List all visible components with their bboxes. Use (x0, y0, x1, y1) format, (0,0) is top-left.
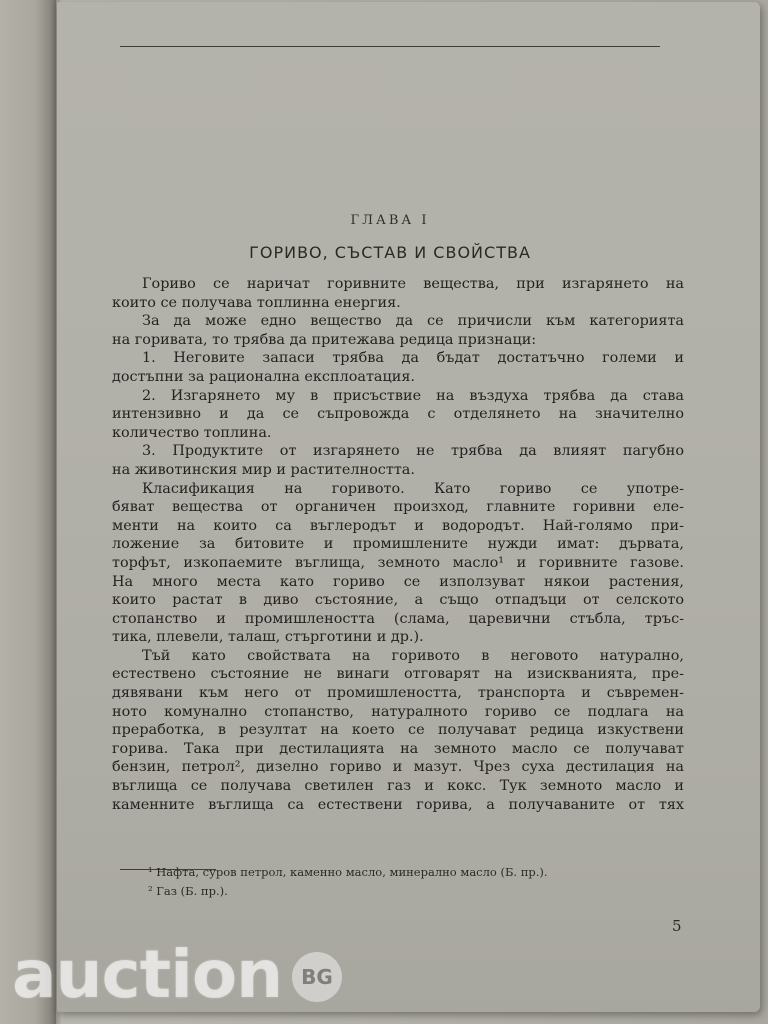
text-line: Класификация на горивото. Като гориво се употре- (142, 480, 684, 497)
text-line: на животинския мир и растителността. (112, 461, 415, 478)
text-line: естествено състояние не винаги отговарят на изискванията, пре- (112, 666, 684, 683)
text-line: 3. Продуктите от изгарянето не трябва да влияят пагубно (142, 443, 684, 460)
text-line: ното комунално стопанство, натуралното гориво се подлага на (112, 703, 684, 720)
text-line: 2. Изгарянето му в присъствие на въздуха трябва да става (142, 387, 684, 404)
page-number: 5 (672, 917, 682, 935)
chapter-label: ГЛАВА I (350, 213, 430, 228)
watermark-text: auction (12, 936, 283, 1013)
text-line: За да може едно вещество да се причисли към категорията (142, 313, 684, 330)
text-line: торфът, изкопаемите въглища, земното масло¹ и горивните газове. (112, 554, 684, 571)
body-text (112, 275, 684, 814)
text-line: тика, плевели, талаш, стърготини и др.). (112, 629, 424, 646)
text-line: преработка, в резултат на което се получават редица изкуствени (112, 722, 684, 739)
watermark-logo (12, 936, 282, 1016)
text-line: Гориво се наричат горивните вещества, при изгарянето на (142, 276, 684, 292)
chapter-title: ГОРИВО, СЪСТАВ И СВОЙСТВА (249, 243, 531, 262)
text-line: бяват вещества от органичен произход, главните горивни еле- (112, 499, 684, 516)
text-line: които растат в диво състояние, а също отпадъци от селското (112, 592, 684, 609)
text-line: достъпни за рационална експлоатация. (112, 368, 415, 385)
text-line: стопанство и промишлеността (слама, царевични стъбла, тръс- (112, 610, 684, 627)
text-line: въглища се получава светилен газ и кокс. Тук земното масло и (112, 778, 684, 795)
footnotes (148, 863, 668, 901)
text-line: менти на които са въглеродът и водородът. Най-голямо при- (112, 517, 684, 534)
text-line: които се получава топлинна енергия. (112, 294, 401, 311)
footnote-1: ¹ Нафта, суров петрол, каменно масло, минерално масло (Б. пр.). (148, 865, 548, 879)
text-line: бензин, петрол², дизелно гориво и мазут. Чрез суха дестилация на (112, 759, 684, 776)
text-line: ложение за битовите и промишлените нужди имат: дървата, (112, 536, 684, 553)
watermark-badge: BG (292, 952, 342, 1002)
text-line: 1. Неговите запаси трябва да бъдат достатъчно големи и (142, 350, 684, 367)
text-line: На много места като гориво се използуват някои растения, (112, 573, 684, 590)
footnote-2: ² Газ (Б. пр.). (148, 884, 228, 898)
left-page-edge (0, 0, 56, 1024)
text-line: на горивата, то трябва да притежава редица признаци: (112, 331, 537, 348)
text-line: Тъй като свойствата на горивото в неговото натурално, (142, 647, 684, 664)
text-line: горива. Така при дестилацията на земното масло се получават (112, 740, 684, 757)
text-line: количество топлина. (112, 424, 272, 441)
header-rule (120, 46, 660, 47)
text-line: дявявани към него от промишлеността, транспорта и съвремен- (112, 685, 684, 702)
text-line: интензивно и да се съпровожда с отделянето на значително (112, 406, 684, 423)
text-line: каменните въглища са естествени горива, а получаваните от тях (112, 796, 684, 813)
